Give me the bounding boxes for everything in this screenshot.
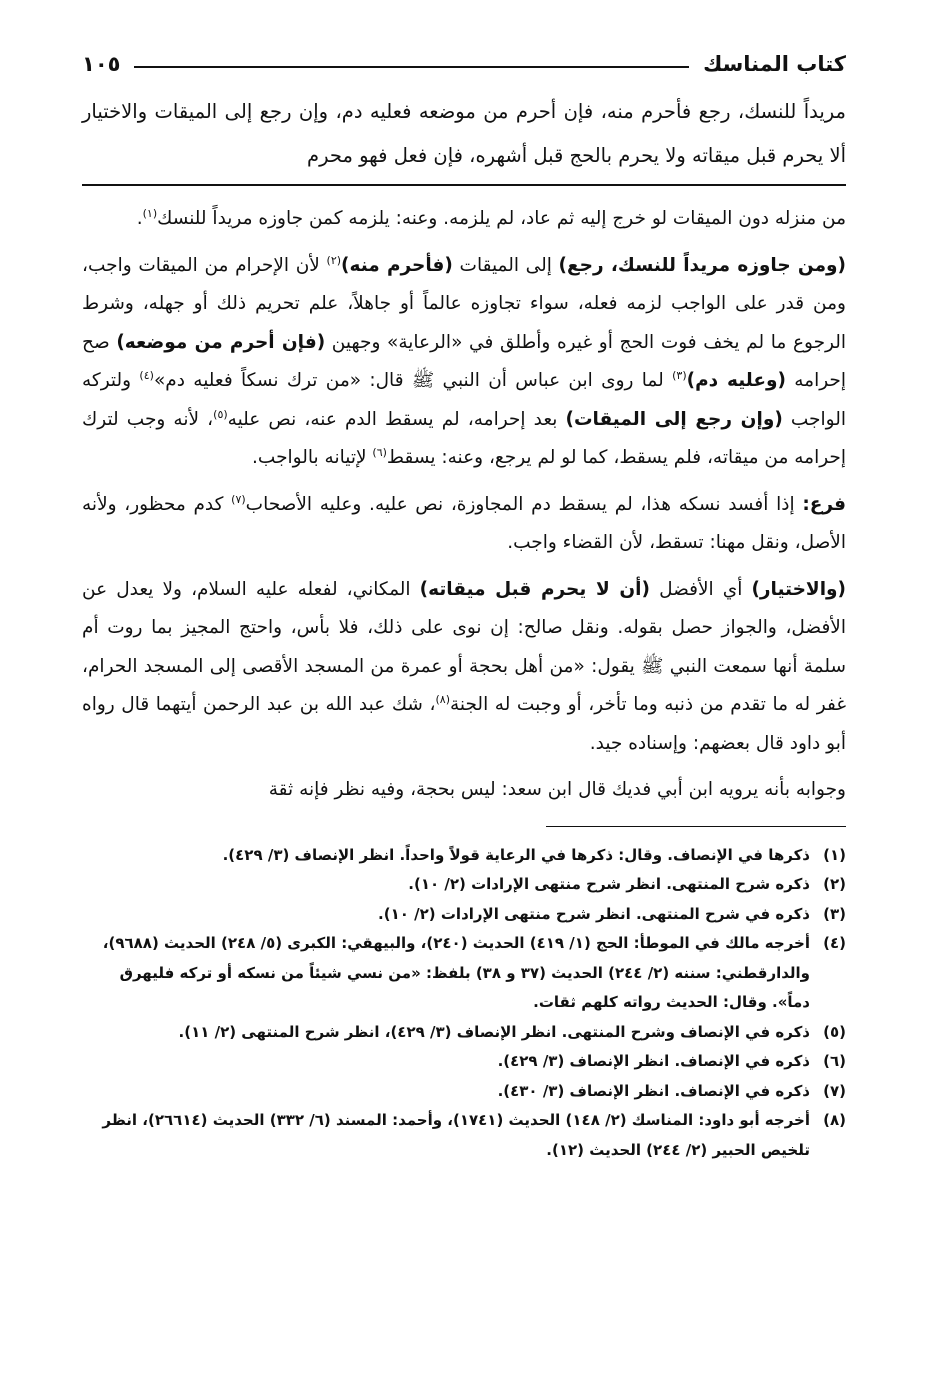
commentary-paragraph-1: من منزله دون الميقات لو خرج إليه ثم عاد، لم يلزمه. وعنه: يلزمه كمن جاوزه مريداً للنسك$^{(١)}$. <box>136 206 846 229</box>
footnote-ref-8[interactable]: (٨) <box>435 692 450 706</box>
footnote-text: ذكرها في الإنصاف. وقال: ذكرها في الرعاية قولاً واحداً. انظر الإنصاف (٣/ ٤٢٩). <box>222 845 810 864</box>
footnote-number: (٤) <box>823 934 846 952</box>
footnote-5 <box>82 1018 846 1048</box>
page-number: ١٠٥ <box>82 52 121 76</box>
footnote-separator-rule <box>546 826 846 827</box>
footnote-text: ذكره في الإنصاف. انظر الإنصاف (٣/ ٤٢٩). <box>497 1052 810 1070</box>
header-rule <box>134 66 689 68</box>
footnote-ref-1[interactable]: (١) <box>142 206 158 220</box>
footnote-ref-7[interactable]: (٧) <box>231 492 246 506</box>
footnote-ref-6[interactable]: (٦) <box>372 445 387 459</box>
footnote-text: ذكره شرح المنتهى. انظر شرح منتهى الإرادات (٢/ ١٠). <box>408 875 810 893</box>
footnote-ref-4[interactable]: (٤) <box>139 368 154 382</box>
footnote-3 <box>82 900 846 930</box>
footnote-ref-5[interactable]: (٥) <box>213 407 228 421</box>
footnote-number: (١) <box>823 845 846 864</box>
footnote-4 <box>82 929 846 1018</box>
footnote-text: ذكره في الإنصاف. انظر الإنصاف (٣/ ٤٣٠). <box>497 1081 810 1100</box>
matn-separator-rule <box>82 184 846 186</box>
footnote-number: (٦) <box>823 1052 846 1070</box>
matn-text-block <box>82 90 846 178</box>
footnote-8 <box>82 1106 846 1165</box>
commentary-block <box>82 200 846 810</box>
footnote-1 <box>82 841 846 871</box>
footnote-ref-2[interactable]: (٢) <box>326 253 342 267</box>
commentary-paragraph-3: فرع: إذا أفسد نسكه هذا، لم يسقط دم المجاوزة، نص عليه. وعليه الأصحاب$^{(٧)}$ كدم محظور، ولأنه الأصل، ونقل مهنا: تسقط، لأن القضاء واجب. <box>82 492 847 553</box>
footnote-text: أخرجه أبو داود: المناسك (٢/ ١٤٨) الحديث (١٧٤١)، وأحمد: المسند (٦/ ٣٣٢) الحديث (٢٦٦١٤)، انظر تلخيص الحبير (٢/ ٢٤٤) الحديث (١٢). <box>102 1111 810 1159</box>
footnote-text: أخرجه مالك في الموطأ: الحج (١/ ٤١٩) الحديث (٢٤٠)، والبيهقي: الكبرى (٥/ ٢٤٨) الحديث (٩٦٨٨)، والدارقطني: سننه (٢/ ٢٤٤) الحديث (٣٧ و ٣٨) بلفظ: «من نسي شيئاً من نسكه أو تركه فليهرق دماً». وقال: الحديث رواته كلهم ثقات. <box>102 934 810 1011</box>
footnote-number: (٧) <box>823 1081 846 1100</box>
footnote-text: ذكره في شرح المنتهى. انظر شرح منتهى الإرادات (٢/ ١٠). <box>378 904 810 923</box>
footnote-number: (٨) <box>823 1111 846 1129</box>
page-header <box>82 40 846 76</box>
commentary-paragraph-2: (ومن جاوزه مريداً للنسك، رجع) إلى الميقات (فأحرم منه)$^{(٢)}$ لأن الإحرام من الميقات واجب، ومن قدر على الواجب لزمه فعله، سواء تجاوزه عالماً أو جاهلاً، علم تحريم ذلك أو جهله، وشرط الرجوع ما لم يخف فوت الحج أو غيره وأطلق في «الرعاية» وجهين (فإن أحرم من موضعه) صح إحرامه (وعليه دم)$^{(٣)}$ لما روى ابن عباس أن النبي ﷺ قال: «من ترك نسكاً فعليه دم»$^{(٤)}$ ولتركه الواجب (وإن رجع إلى الميقات) بعد إحرامه، لم يسقط الدم عنه، نص عليه$^{(٥)}$، لأنه وجب لترك إحرامه من ميقاته، فلم يسقط، كما لو لم يرجع، وعنه: يسقط$^{(٦)}$ لإتيانه بالواجب. <box>82 253 846 468</box>
footnote-ref-3[interactable]: (٣) <box>672 368 687 382</box>
footnote-2 <box>82 870 846 900</box>
matn-paragraph: مريداً للنسك، رجع فأحرم منه، فإن أحرم من موضعه فعليه دم، وإن رجع إلى الميقات والاختيار ألا يحرم قبل ميقاته ولا يحرم بالحج قبل أشهره، فإن فعل فهو محرم <box>82 100 846 167</box>
footnote-text: ذكره في الإنصاف وشرح المنتهى. انظر الإنصاف (٣/ ٤٢٩)، انظر شرح المنتهى (٢/ ١١). <box>178 1022 810 1041</box>
running-title: كتاب المناسك <box>703 52 846 76</box>
footnote-number: (٣) <box>823 904 846 923</box>
footnote-number: (٢) <box>823 875 846 893</box>
footnote-7 <box>82 1077 846 1107</box>
commentary-paragraph-4: (والاختيار) أي الأفضل (أن لا يحرم قبل ميقاته) المكاني، لفعله عليه السلام، ولا يعدل عن الأفضل، والجواز حصل بقوله. ونقل صالح: إن نوى على ذلك، فلا بأس، واحتج المجيز بما روت أم سلمة أنها سمعت النبي ﷺ يقول: «من أهل بحجة أو عمرة من المسجد الأقصى إلى المسجد الحرام، غفر له ما تقدم من ذنبه وما تأخر، أو وجبت له الجنة$^{(٨)}$، شك عبد الله بن عبد الرحمن أيتهما قال رواه أبو داود قال بعضهم: وإسناده جيد. <box>82 578 846 754</box>
footnote-6 <box>82 1047 846 1077</box>
commentary-paragraph-5: وجوابه بأنه يرويه ابن أبي فديك قال ابن سعد: ليس بحجة، وفيه نظر فإنه ثقة <box>268 779 846 800</box>
footnote-number: (٥) <box>823 1022 846 1041</box>
footnotes-list <box>82 841 846 1166</box>
